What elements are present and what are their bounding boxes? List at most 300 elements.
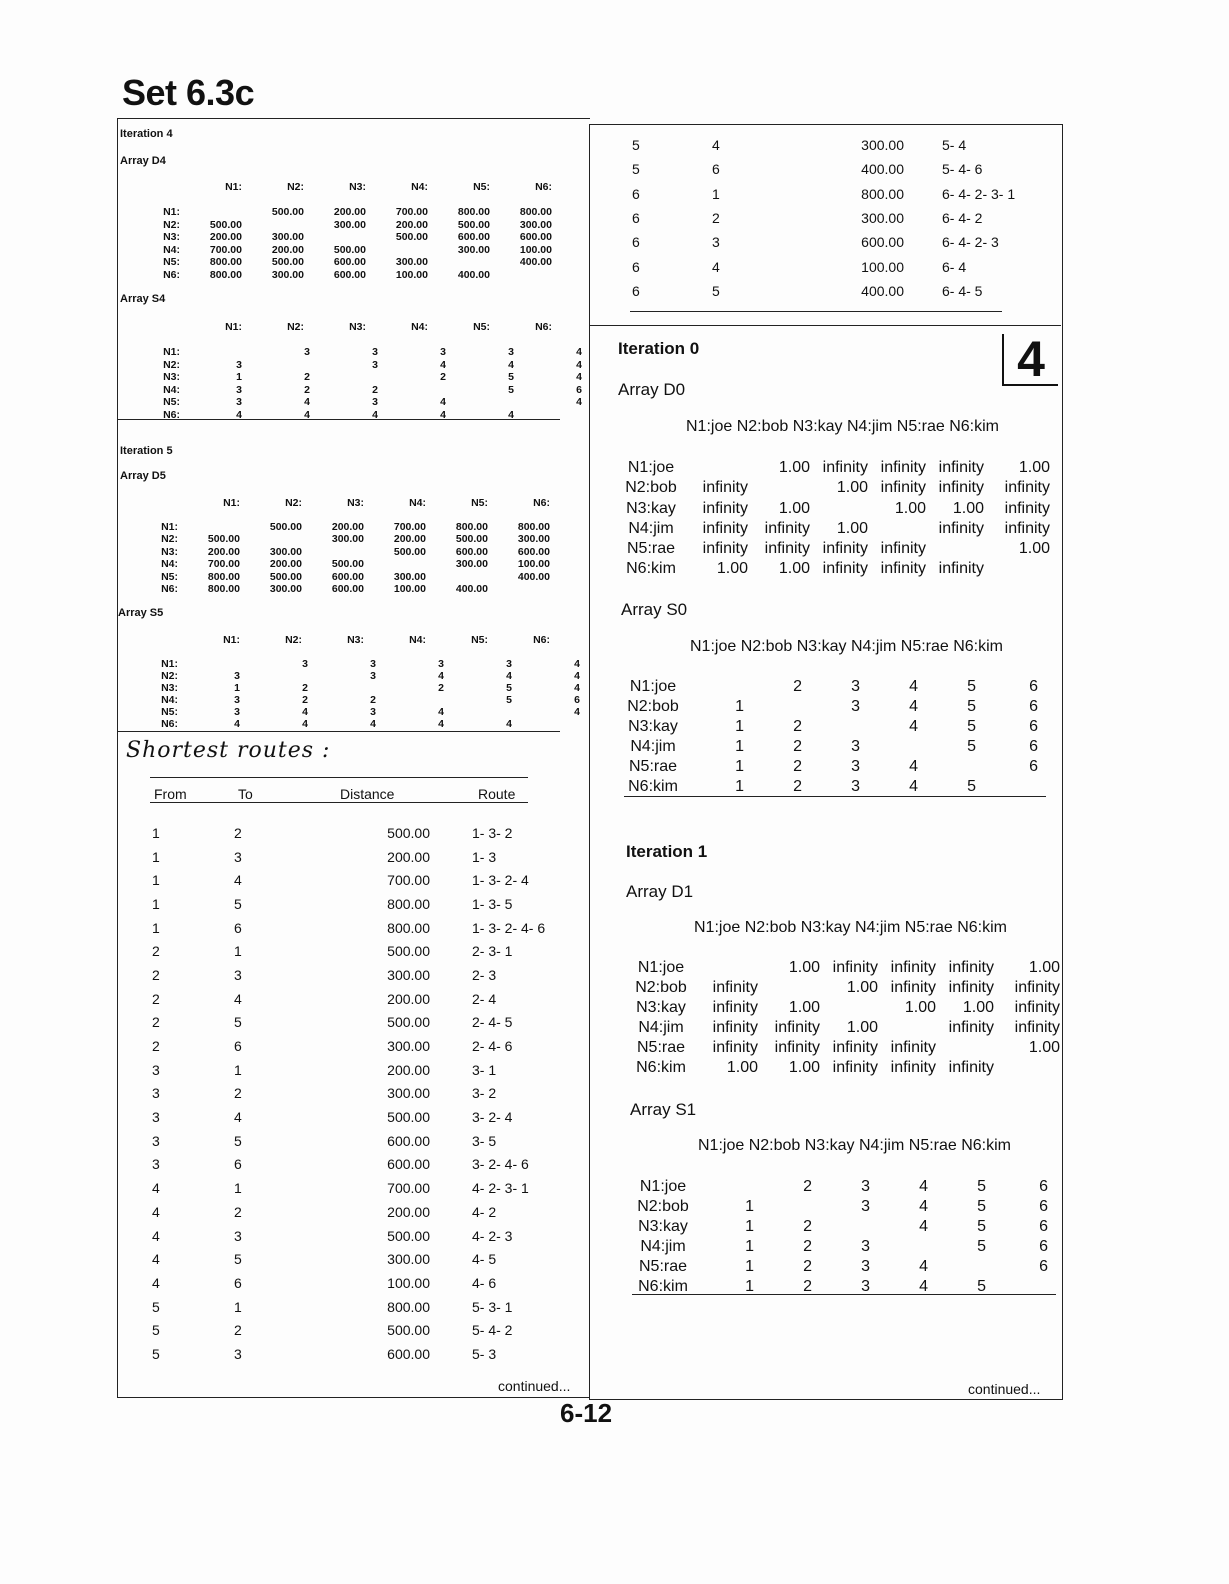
matrix-cell: 4 <box>909 718 918 736</box>
matrix-cell: 3 <box>370 658 376 670</box>
matrix-cell: 1.00 <box>726 1059 758 1076</box>
route-from: 4 <box>152 1274 160 1291</box>
col-header: N2: <box>285 634 302 646</box>
array-d0-table <box>620 458 1050 580</box>
route-path: 3- 5 <box>472 1132 497 1149</box>
array-d0-title: Array D0 <box>618 380 686 399</box>
matrix-cell <box>926 539 984 559</box>
matrix-row <box>150 359 588 372</box>
row-label: N4: <box>161 694 178 706</box>
route-from: 5 <box>152 1345 160 1362</box>
array-d4-title: Array D4 <box>120 155 166 167</box>
matrix-cell <box>428 256 490 269</box>
matrix-cell: 3 <box>372 358 378 371</box>
route-row <box>632 157 1015 181</box>
route-from: 2 <box>152 943 160 960</box>
matrix-cell: infinity <box>712 1019 758 1036</box>
matrix-cell: 700.00 <box>209 243 242 256</box>
matrix-cell <box>316 371 384 384</box>
row-label: N6:kim <box>626 560 676 578</box>
route-to: 2 <box>234 1322 242 1339</box>
matrix-cell: 4 <box>440 408 446 421</box>
matrix-cell: 4 <box>236 408 242 421</box>
matrix-cell: 2 <box>793 778 802 796</box>
col-header: N5: <box>473 181 490 193</box>
matrix-cell <box>452 396 520 409</box>
matrix-cell: 600.00 <box>331 570 364 583</box>
matrix-cell: infinity <box>764 540 810 558</box>
row-label: N1: <box>161 658 178 670</box>
matrix-cell: 5 <box>506 694 512 706</box>
matrix-row <box>148 546 550 558</box>
route-path: 2- 3 <box>472 966 497 983</box>
matrix-cell: infinity <box>938 560 984 578</box>
matrix-cell: 1 <box>745 1198 754 1215</box>
matrix-cell: 1.00 <box>716 560 748 578</box>
route-path: 4- 2 <box>472 1203 497 1220</box>
matrix-row <box>150 346 588 359</box>
matrix-cell: 4 <box>304 396 310 409</box>
matrix-cell: 4 <box>370 718 376 730</box>
matrix-cell: 3 <box>372 346 378 358</box>
route-path: 5- 3- 1 <box>472 1298 513 1315</box>
routes-right-rule <box>630 311 1002 312</box>
matrix-cell: 500.00 <box>455 533 488 546</box>
route-path: 3- 2 <box>472 1085 497 1102</box>
page-number: 6-12 <box>560 1398 613 1428</box>
matrix-cell: infinity <box>938 519 984 537</box>
matrix-row <box>622 757 1038 777</box>
row-label: N2:bob <box>637 1198 689 1215</box>
matrix-cell: 500.00 <box>333 243 366 256</box>
array-s4-col-headers <box>180 321 552 333</box>
matrix-cell: 600.00 <box>333 256 366 269</box>
matrix-cell: 700.00 <box>393 521 426 533</box>
routes-header-route: Route <box>478 786 516 802</box>
matrix-cell: 6 <box>1029 738 1038 756</box>
matrix-cell: 600.00 <box>517 545 550 558</box>
matrix-cell: 4 <box>302 706 308 718</box>
matrix-cell: 400.00 <box>517 570 550 583</box>
matrix-row <box>620 519 1050 539</box>
matrix-cell <box>936 1038 994 1058</box>
row-label: N5:rae <box>628 758 678 776</box>
matrix-cell: 3 <box>236 358 242 371</box>
matrix-row <box>630 978 1060 998</box>
route-distance: 300.00 <box>387 1251 430 1268</box>
matrix-cell: 3 <box>851 678 860 695</box>
route-to: 1 <box>234 1061 242 1078</box>
matrix-cell: 1.00 <box>1018 459 1050 476</box>
route-distance: 500.00 <box>387 943 430 960</box>
matrix-cell: infinity <box>890 959 936 976</box>
matrix-cell: 5 <box>977 1178 986 1195</box>
matrix-row <box>622 697 1038 717</box>
matrix-cell: 1.00 <box>788 959 820 976</box>
matrix-cell: 100.00 <box>519 243 552 256</box>
matrix-cell: 3 <box>234 694 240 706</box>
matrix-cell <box>178 658 246 670</box>
route-from: 3 <box>152 1109 160 1126</box>
matrix-cell: 4 <box>576 346 582 358</box>
matrix-cell: 300.00 <box>271 268 304 281</box>
matrix-cell: 500.00 <box>209 218 242 231</box>
row-label: N5:rae <box>638 1258 688 1275</box>
array-s5-col-headers <box>178 634 550 646</box>
matrix-cell: infinity <box>702 479 748 497</box>
route-from: 6 <box>632 282 640 299</box>
matrix-cell: 3 <box>372 396 378 409</box>
matrix-cell <box>868 519 926 539</box>
route-to: 1 <box>234 943 242 960</box>
row-label: N4:jim <box>638 1019 684 1036</box>
col-header: N6: <box>533 634 550 646</box>
matrix-cell: 1.00 <box>778 560 810 578</box>
matrix-cell: 800.00 <box>209 268 242 281</box>
matrix-cell: 1.00 <box>1028 1039 1060 1056</box>
route-to: 4 <box>234 990 242 1007</box>
matrix-cell: 6 <box>574 694 580 706</box>
matrix-cell: infinity <box>702 499 748 517</box>
matrix-cell: infinity <box>1014 999 1060 1016</box>
route-distance: 500.00 <box>387 1227 430 1244</box>
route-row <box>152 1342 545 1366</box>
route-to: 1 <box>234 1298 242 1315</box>
matrix-cell: 500.00 <box>331 558 364 571</box>
continued-left: continued... <box>498 1378 571 1394</box>
route-row <box>152 1295 545 1319</box>
matrix-cell: infinity <box>712 999 758 1016</box>
row-label: N5: <box>161 570 178 583</box>
routes-header-from: From <box>154 786 187 802</box>
matrix-row <box>148 682 586 694</box>
route-path: 5- 4 <box>942 137 967 154</box>
iteration-4-title: Iteration 4 <box>120 128 173 140</box>
matrix-cell: infinity <box>1004 499 1050 517</box>
route-distance: 300.00 <box>387 966 430 983</box>
route-distance: 600.00 <box>387 1345 430 1362</box>
route-distance: 300.00 <box>387 1038 430 1055</box>
matrix-cell: 400.00 <box>455 583 488 596</box>
matrix-cell: 2 <box>440 371 446 384</box>
matrix-cell <box>240 533 302 545</box>
matrix-cell: 300.00 <box>517 533 550 546</box>
matrix-cell: 1 <box>735 738 744 756</box>
array-s0-table <box>622 677 1038 798</box>
array-s0-title: Array S0 <box>621 600 688 619</box>
matrix-cell: 300.00 <box>395 256 428 269</box>
matrix-row <box>148 718 586 730</box>
matrix-cell: 1 <box>745 1238 754 1255</box>
matrix-cell: 3 <box>851 738 860 756</box>
matrix-row <box>620 458 1050 478</box>
routes-top-rule <box>150 777 528 778</box>
matrix-cell: 600.00 <box>333 268 366 281</box>
matrix-cell <box>302 546 364 558</box>
route-from: 5 <box>152 1322 160 1339</box>
route-row <box>152 1271 545 1295</box>
matrix-cell: 4 <box>506 718 512 730</box>
row-label: N1: <box>163 346 180 358</box>
matrix-cell: 4 <box>508 408 514 421</box>
matrix-cell: 300.00 <box>269 545 302 558</box>
matrix-cell: 1 <box>745 1218 754 1235</box>
matrix-cell: infinity <box>822 459 868 476</box>
matrix-cell: 4 <box>438 706 444 718</box>
matrix-cell: 1.00 <box>1018 540 1050 558</box>
route-from: 6 <box>632 258 640 275</box>
matrix-cell: 100.00 <box>395 268 428 281</box>
row-label: N4:jim <box>628 519 674 537</box>
array-d1-title: Array D1 <box>626 882 694 901</box>
matrix-cell: 4 <box>919 1278 928 1295</box>
matrix-cell: infinity <box>880 560 926 578</box>
route-from: 6 <box>632 234 640 251</box>
matrix-cell: 6 <box>1029 758 1038 776</box>
matrix-cell: 500.00 <box>395 231 428 244</box>
row-label: N3: <box>163 371 180 384</box>
matrix-cell <box>748 478 810 498</box>
matrix-cell: 1.00 <box>904 999 936 1016</box>
matrix-cell: 800.00 <box>207 583 240 596</box>
route-distance: 800.00 <box>387 895 430 912</box>
matrix-cell: 3 <box>440 346 446 358</box>
row-label: N5:rae <box>626 540 676 558</box>
matrix-cell: infinity <box>1004 479 1050 497</box>
matrix-cell: 2 <box>803 1178 812 1195</box>
matrix-cell: 1 <box>735 698 744 716</box>
col-header: N6: <box>533 497 550 509</box>
matrix-cell <box>248 359 316 372</box>
matrix-cell: 5 <box>967 738 976 756</box>
route-row <box>152 1034 545 1058</box>
matrix-cell: 4 <box>438 670 444 682</box>
route-row <box>152 892 545 916</box>
matrix-cell: infinity <box>702 540 748 558</box>
matrix-cell <box>758 978 820 998</box>
stamp-box: 4 <box>1002 334 1058 386</box>
row-label: N6: <box>161 583 178 596</box>
route-from: 1 <box>152 895 160 912</box>
matrix-cell: 1.00 <box>788 1059 820 1076</box>
matrix-cell: 4 <box>234 718 240 730</box>
matrix-cell: 6 <box>1039 1178 1048 1195</box>
row-label: N3:kay <box>638 1218 688 1235</box>
col-header: N6: <box>535 181 552 193</box>
matrix-cell: 800.00 <box>455 521 488 533</box>
matrix-cell: 1.00 <box>778 499 810 517</box>
matrix-row <box>630 1058 1060 1078</box>
matrix-cell: infinity <box>880 540 926 558</box>
matrix-cell: 4 <box>576 396 582 409</box>
matrix-row <box>150 219 552 232</box>
matrix-cell: 3 <box>861 1178 870 1195</box>
matrix-cell: 2 <box>803 1258 812 1275</box>
matrix-cell: infinity <box>702 519 748 537</box>
matrix-cell: 400.00 <box>457 268 490 281</box>
shortest-routes-title: Shortest routes : <box>126 738 331 763</box>
array-s1-rule <box>632 1294 1056 1295</box>
matrix-cell: 800.00 <box>209 256 242 269</box>
matrix-row <box>148 670 586 682</box>
route-row <box>152 939 545 963</box>
col-header: N4: <box>411 321 428 333</box>
route-path: 3- 2- 4 <box>472 1109 513 1126</box>
row-label: N2: <box>163 358 180 371</box>
array-d4-col-headers <box>180 181 552 193</box>
matrix-cell: 3 <box>506 658 512 670</box>
matrix-cell: 300.00 <box>519 218 552 231</box>
matrix-cell: 200.00 <box>395 218 428 231</box>
route-distance: 600.00 <box>387 1132 430 1149</box>
matrix-cell <box>928 1257 986 1277</box>
row-label: N3:kay <box>626 499 676 517</box>
iteration-5-rule <box>118 731 560 732</box>
matrix-cell: 1 <box>745 1258 754 1275</box>
matrix-cell: 100.00 <box>393 583 426 596</box>
matrix-cell <box>918 757 976 777</box>
matrix-cell: 1 <box>735 758 744 776</box>
route-row <box>632 182 1015 206</box>
matrix-row <box>622 717 1038 737</box>
matrix-row <box>632 1217 1048 1237</box>
matrix-cell: 6 <box>1029 718 1038 736</box>
matrix-cell: 300.00 <box>333 218 366 231</box>
matrix-cell: infinity <box>822 540 868 558</box>
matrix-cell: infinity <box>712 979 758 996</box>
row-label: N5: <box>163 396 180 409</box>
matrix-cell: 3 <box>234 670 240 682</box>
matrix-cell: 1.00 <box>836 519 868 537</box>
matrix-cell: 4 <box>574 658 580 670</box>
matrix-cell <box>450 706 518 718</box>
matrix-cell: 3 <box>370 670 376 682</box>
col-header: N1: <box>223 497 240 509</box>
matrix-cell: 3 <box>861 1258 870 1275</box>
array-s5-title: Array S5 <box>118 607 164 619</box>
route-from: 1 <box>152 919 160 936</box>
col-header: N1: <box>223 634 240 646</box>
matrix-cell <box>860 737 918 757</box>
matrix-cell: 3 <box>851 758 860 776</box>
matrix-cell: infinity <box>1004 519 1050 537</box>
matrix-cell: 2 <box>803 1278 812 1295</box>
route-row <box>152 1318 545 1342</box>
row-label: N1: <box>161 521 178 533</box>
row-label: N6: <box>161 718 178 730</box>
matrix-cell <box>682 458 748 478</box>
route-row <box>632 206 1015 230</box>
row-label: N1:joe <box>627 459 675 476</box>
route-distance: 700.00 <box>387 872 430 889</box>
route-from: 5 <box>152 1298 160 1315</box>
matrix-cell <box>426 571 488 583</box>
matrix-cell: infinity <box>880 459 926 476</box>
matrix-cell: 3 <box>370 706 376 718</box>
route-path: 4- 2- 3 <box>472 1227 513 1244</box>
matrix-cell: 300.00 <box>269 583 302 596</box>
route-row <box>152 845 545 869</box>
row-label: N1:joe <box>637 959 685 976</box>
route-row <box>152 1224 545 1248</box>
array-s1-col-headers: N1:joe N2:bob N3:kay N4:jim N5:rae N6:kim <box>698 1137 1012 1154</box>
routes-header-rule <box>150 802 528 803</box>
matrix-row <box>150 396 588 409</box>
matrix-cell: 3 <box>438 658 444 670</box>
route-path: 3- 1 <box>472 1061 497 1078</box>
matrix-cell <box>490 269 552 282</box>
route-to: 2 <box>234 1085 242 1102</box>
route-distance: 500.00 <box>387 824 430 841</box>
matrix-cell <box>878 1018 936 1038</box>
route-to: 2 <box>234 824 242 841</box>
matrix-cell: infinity <box>1014 979 1060 996</box>
route-to: 5 <box>234 1251 242 1268</box>
route-from: 1 <box>152 824 160 841</box>
matrix-cell: 4 <box>302 718 308 730</box>
route-distance: 500.00 <box>387 1109 430 1126</box>
matrix-cell: 100.00 <box>517 558 550 571</box>
matrix-cell <box>180 206 242 219</box>
matrix-cell: infinity <box>890 1039 936 1056</box>
matrix-cell: 300.00 <box>393 570 426 583</box>
route-distance: 500.00 <box>387 1322 430 1339</box>
matrix-cell: 2 <box>793 678 802 695</box>
route-distance: 400.00 <box>861 282 904 299</box>
matrix-cell: 2 <box>304 371 310 384</box>
matrix-cell: 3 <box>508 346 514 358</box>
matrix-cell: 4 <box>574 682 580 694</box>
matrix-cell: 1.00 <box>846 1019 878 1036</box>
route-distance: 100.00 <box>387 1274 430 1291</box>
route-row <box>632 230 1015 254</box>
matrix-row <box>632 1257 1048 1277</box>
col-header: N4: <box>409 497 426 509</box>
route-to: 5 <box>234 1014 242 1031</box>
matrix-cell: infinity <box>890 979 936 996</box>
matrix-cell: 600.00 <box>331 583 364 596</box>
matrix-cell: 6 <box>1039 1258 1048 1275</box>
route-from: 4 <box>152 1203 160 1220</box>
route-from: 2 <box>152 1038 160 1055</box>
row-label: N2:bob <box>635 979 687 996</box>
matrix-cell <box>518 718 586 730</box>
array-d1-table <box>630 958 1060 1078</box>
route-row <box>152 1200 545 1224</box>
matrix-cell: 2 <box>304 383 310 396</box>
array-d0-col-headers: N1:joe N2:bob N3:kay N4:jim N5:rae N6:kim <box>686 418 1000 435</box>
route-distance: 200.00 <box>387 1203 430 1220</box>
matrix-cell: infinity <box>948 979 994 996</box>
row-label: N2: <box>163 218 180 231</box>
continued-right: continued... <box>968 1381 1041 1397</box>
matrix-cell <box>684 677 744 697</box>
route-to: 6 <box>234 1038 242 1055</box>
matrix-cell: 4 <box>919 1258 928 1275</box>
matrix-cell: infinity <box>712 1039 758 1056</box>
matrix-cell: 1.00 <box>952 499 984 517</box>
matrix-cell <box>802 717 860 737</box>
matrix-row <box>622 777 1038 797</box>
matrix-cell <box>692 958 758 978</box>
matrix-cell: infinity <box>948 1059 994 1076</box>
iteration-5-title: Iteration 5 <box>120 445 173 457</box>
matrix-cell <box>754 1197 812 1217</box>
matrix-cell <box>976 777 1038 797</box>
matrix-cell: 500.00 <box>269 570 302 583</box>
route-distance: 200.00 <box>387 990 430 1007</box>
row-label: N6:kim <box>636 1059 686 1076</box>
